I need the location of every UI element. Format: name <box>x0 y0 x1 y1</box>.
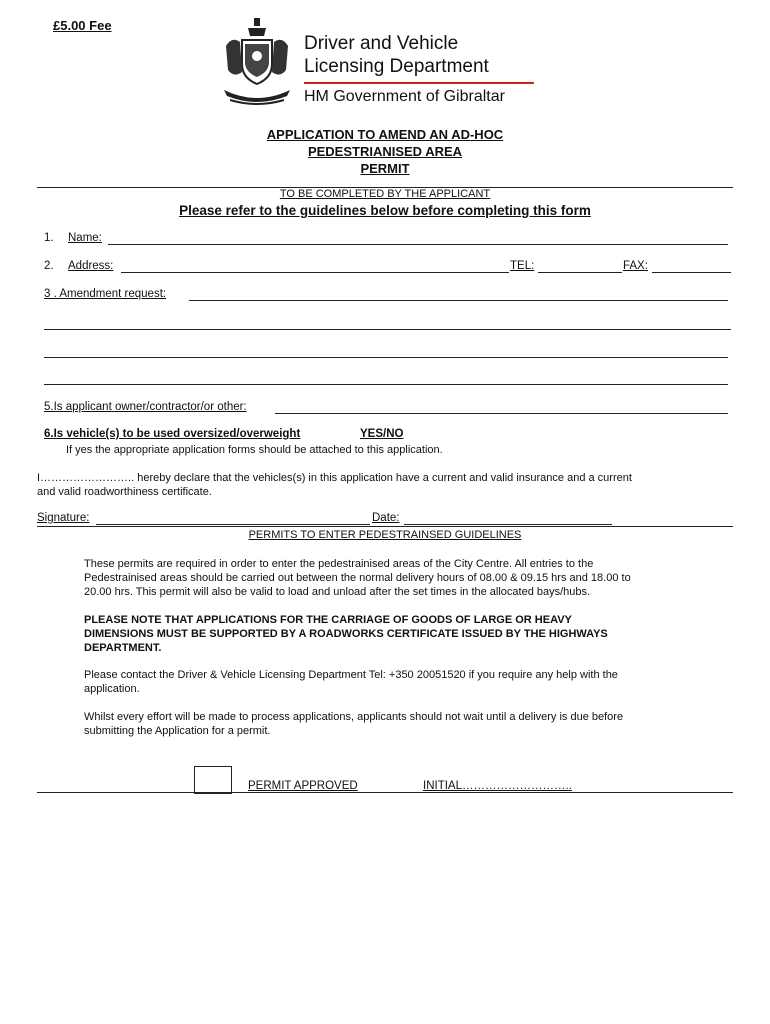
vehicle-yes-no-option[interactable]: YES/NO <box>360 428 404 440</box>
date-field[interactable] <box>404 524 612 525</box>
guidelines-p2-line1: PLEASE NOTE THAT APPLICATIONS FOR THE CARRIAGE OF GOODS OF LARGE OR HEAVY <box>84 614 572 626</box>
form-title-line3: PERMIT <box>360 161 410 176</box>
gibraltar-crest-icon <box>218 16 296 108</box>
owner-label: 5.Is applicant owner/contractor/or other: <box>44 401 247 413</box>
fax-label: FAX: <box>623 260 648 272</box>
guidelines-p1-line3: 20.00 hrs. This permit will also be valid to load and unload after the set times in the allocated bays/hubs. <box>84 586 591 598</box>
guidelines-paragraph-1 <box>84 557 631 599</box>
address-field[interactable] <box>121 272 509 273</box>
tel-field[interactable] <box>538 272 622 273</box>
header-divider <box>304 82 534 84</box>
signature-label: Signature: <box>37 512 90 524</box>
tel-label: TEL: <box>510 260 535 272</box>
form-title-line1: APPLICATION TO AMEND AN AD-HOC <box>266 127 504 142</box>
amendment-field-line3[interactable] <box>44 357 728 358</box>
name-number: 1. <box>44 232 54 244</box>
date-label: Date: <box>372 512 400 524</box>
org-name-line2: Licensing Department <box>304 56 489 77</box>
footer-divider <box>37 792 733 793</box>
guidelines-p1-line1: These permits are required in order to enter the pedestrainised areas of the City Centre. All entries to the <box>84 558 594 570</box>
government-name: HM Government of Gibraltar <box>304 88 505 105</box>
owner-field[interactable] <box>275 413 728 414</box>
guidelines-p4-line2: submitting the Application for a permit. <box>84 725 271 737</box>
permit-approved-checkbox[interactable] <box>194 766 232 794</box>
fee-label: £5.00 Fee <box>53 18 112 33</box>
form-title-line2: PEDESTRIANISED AREA <box>307 144 463 159</box>
guidelines-p2-line2: DIMENSIONS MUST BE SUPPORTED BY A ROADWORKS CERTIFICATE ISSUED BY THE HIGHWAYS <box>84 628 608 640</box>
signature-field[interactable] <box>96 524 370 525</box>
refer-guidelines-heading: Please refer to the guidelines below before completing this form <box>179 203 591 218</box>
name-field[interactable] <box>108 244 728 245</box>
guidelines-heading: PERMITS TO ENTER PEDESTRAINSED GUIDELINES <box>248 529 522 541</box>
guidelines-p3-line2: application. <box>84 683 140 695</box>
declaration-line2: and valid roadworthiness certificate. <box>37 486 212 498</box>
vehicle-oversize-label: 6.Is vehicle(s) to be used oversized/overweight <box>44 428 301 440</box>
guidelines-paragraph-2 <box>84 613 608 655</box>
org-name <box>304 32 489 78</box>
guidelines-paragraph-4 <box>84 710 623 738</box>
amendment-field[interactable] <box>189 300 728 301</box>
address-label: Address: <box>68 260 114 272</box>
name-label: Name: <box>68 232 102 244</box>
guidelines-paragraph-3 <box>84 668 618 696</box>
fax-field[interactable] <box>652 272 731 273</box>
to-be-completed-label: TO BE COMPLETED BY THE APPLICANT <box>279 188 491 200</box>
guidelines-p2-line3: DEPARTMENT. <box>84 642 162 654</box>
amendment-field-line2[interactable] <box>44 329 731 330</box>
guidelines-p1-line2: Pedestrainised areas should be carried out between the normal delivery hours of 08.00 & 09.15 hrs and 18.00 to <box>84 572 631 584</box>
permit-approved-label: PERMIT APPROVED <box>248 780 358 792</box>
address-number: 2. <box>44 260 54 272</box>
org-name-line1: Driver and Vehicle <box>304 33 459 54</box>
vehicle-note: If yes the appropriate application forms should be attached to this application. <box>66 444 443 456</box>
amendment-label: 3 . Amendment request: <box>44 288 167 300</box>
guidelines-p3-line1: Please contact the Driver & Vehicle Licensing Department Tel: +350 20051520 if you require any help with the <box>84 669 618 681</box>
declaration-line1: I…………………….. hereby declare that the vehicles(s) in this application have a current and valid insurance and a current <box>37 472 632 484</box>
amendment-field-line4[interactable] <box>44 384 728 385</box>
initial-field[interactable]: INITIAL……………………….. <box>423 780 572 792</box>
signature-divider <box>37 526 733 527</box>
form-title <box>0 126 770 177</box>
guidelines-p4-line1: Whilst every effort will be made to process applications, applicants should not wait until a delivery is due before <box>84 711 624 723</box>
